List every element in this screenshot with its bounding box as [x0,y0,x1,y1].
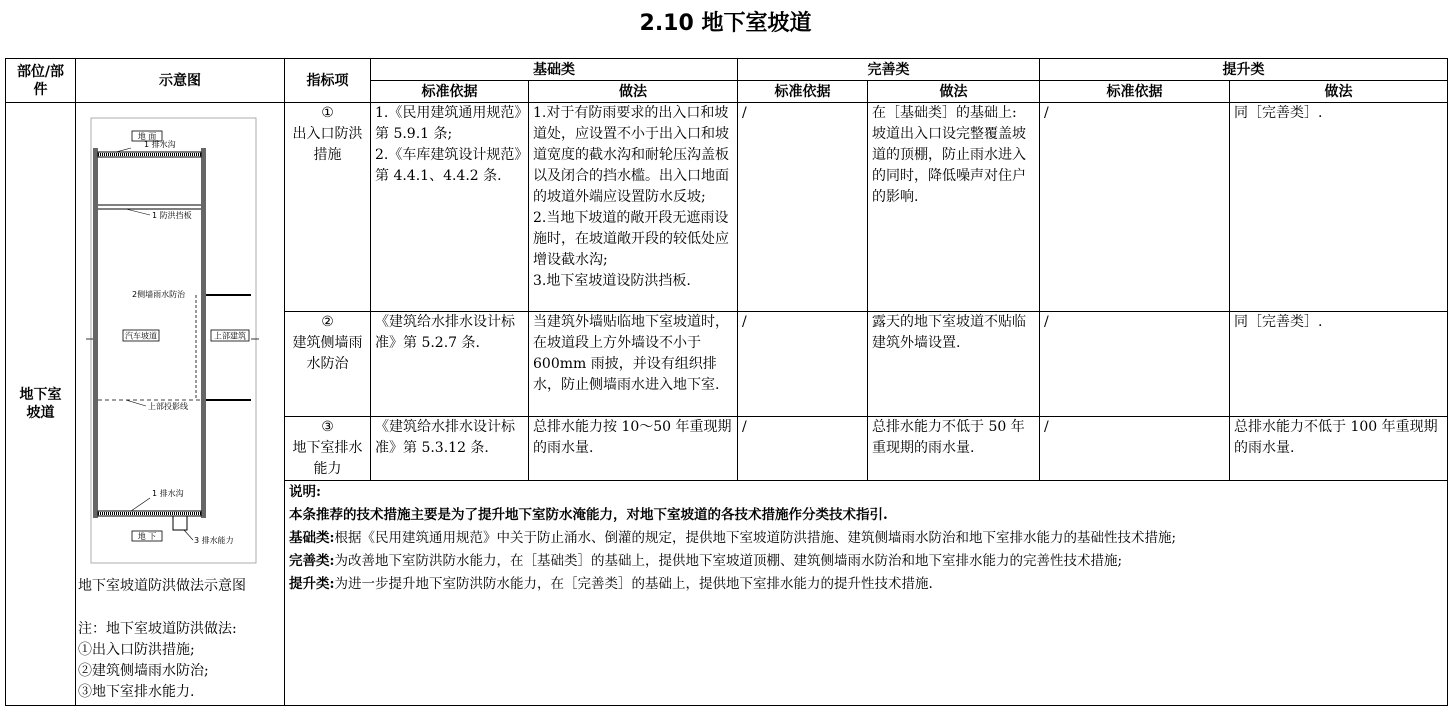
indicator-name: 出入口防洪措施 [292,126,363,163]
basic-method-cell: 1.对于有防雨要求的出入口和坡道处，应设置不小于出入口和坡道宽度的截水沟和耐轮压沟盖板以及闭合的挡水槛。出入口地面的坡道外端应设置防水反坡; 2.当地下坡道的敞开段无遮雨设施时，在坡道敞开段的较低处应增设截水沟; 3.地下室坡道设防洪挡板. [529,103,738,312]
basic-std-cell: 《建筑给水排水设计标准》第 5.2.7 条. [371,312,529,417]
header-improve-std: 标准依据 [738,81,868,103]
notes-basic-label: 基础类: [289,529,335,546]
improve-method-cell: 总排水能力不低于 50 年重现期的雨水量. [868,416,1040,480]
header-basic-method: 做法 [529,81,738,103]
header-upgrade-method: 做法 [1230,81,1448,103]
indicator-drainage [285,416,371,480]
header-basic: 基础类 [371,59,738,81]
projection-label: 上部投影线 [148,402,188,411]
improve-method-cell: 露天的地下室坡道不贴临建筑外墙设置. [868,312,1040,417]
top-drain-label: 1 排水沟 [144,140,176,149]
notes-basic [289,527,1443,550]
upgrade-std-cell: / [1040,103,1230,312]
upgrade-method-cell: 同［完善类］. [1230,312,1448,417]
basic-method-cell: 当建筑外墙贴临地下室坡道时，在坡道段上方外墙设不小于 600mm 雨披，并设有组织排水，防止侧墙雨水进入地下室. [529,312,738,417]
upgrade-method-cell: 总排水能力不低于 100 年重现期的雨水量. [1230,416,1448,480]
diagram-note-item: ③地下室排水能力. [78,684,195,700]
improve-method-cell: 在［基础类］的基础上: 坡道出入口设完整覆盖坡道的顶棚，防止雨水进入的同时，降低噪声对住户的影响. [868,103,1040,312]
indicator-name: 建筑侧墙雨水防治 [292,335,363,373]
diagram-note-item: ①出入口防洪措施; [78,642,195,658]
flood-board-label: 1 防洪挡板 [152,211,192,220]
notes-cell [285,480,1448,705]
indicator-entrance [285,103,371,312]
notes-basic-text: 根据《民用建筑通用规范》中关于防止涌水、倒灌的规定，提供地下室坡道防洪措施、建筑侧墙雨水防治和地下室排水能力的基础性技术措施; [334,529,1177,546]
drainage-label: 3 排水能力 [194,536,234,545]
notes-upgrade-text: 为进一步提升地下室防洪防水能力，在［完善类］的基础上，提供地下室排水能力的提升性技术措施. [334,575,933,592]
notes-upgrade-label: 提升类: [289,575,335,592]
header-upgrade: 提升类 [1040,59,1448,81]
upgrade-std-cell: / [1040,312,1230,417]
ramp-right-wall [201,148,206,518]
notes-improve-label: 完善类: [289,552,335,569]
measures-table [5,58,1448,706]
ramp-diagram [76,103,283,573]
top-drain-channel [98,152,201,157]
diagram-note-item: ②建筑侧墙雨水防治; [78,663,209,679]
header-improve: 完善类 [738,59,1040,81]
indicator-index: ① [321,105,334,121]
header-improve-method: 做法 [868,81,1040,103]
header-part: 部位/部件 [6,59,76,103]
side-wall-label: 2侧墙雨水防治 [132,290,186,299]
indicator-side-wall [285,312,371,417]
upper-building-label: 上部建筑 [214,331,246,341]
improve-std-cell: / [738,312,868,417]
ground-label: 地 面 [137,132,157,141]
header-indicator: 指标项 [285,59,371,103]
car-ramp-label: 汽车坡道 [125,331,157,341]
notes-lead: 本条推荐的技术措施主要是为了提升地下室防水淹能力，对地下室坡道的各技术措施作分类技术指引. [289,506,888,523]
header-basic-std: 标准依据 [371,81,529,103]
indicator-index: ② [321,314,334,331]
basic-std-cell: 《建筑给水排水设计标准》第 5.3.12 条. [371,416,529,480]
diagram-note-title: 注：地下室坡道防洪做法: [78,621,237,637]
basic-method-cell: 总排水能力按 10～50 年重现期的雨水量. [529,416,738,480]
ramp-left-wall [93,148,98,518]
drainage-pit [173,516,187,530]
page-title: 2.10 地下室坡道 [639,11,812,36]
diagram-cell [76,103,285,706]
improve-std-cell: / [738,103,868,312]
header-upgrade-std: 标准依据 [1040,81,1230,103]
improve-std-cell: / [738,416,868,480]
basic-std-cell: 1.《民用建筑通用规范》第 5.9.1 条; 2.《车库建筑设计规范》第 4.4.1、4.4.2 条. [371,103,529,312]
indicator-name: 地下室排水能力 [292,439,363,477]
notes-heading: 说明: [289,483,321,500]
header-diagram: 示意图 [76,59,285,103]
indicator-index: ③ [321,418,334,435]
bottom-drain-label: 1 排水沟 [152,489,184,498]
notes-improve-text: 为改善地下室防洪防水能力，在［基础类］的基础上，提供地下室坡道顶棚、建筑侧墙雨水防治和地下室排水能力的完善性技术措施; [334,552,1123,569]
notes-improve [289,550,1443,573]
bottom-drain-channel [98,511,201,516]
diagram-note [78,619,278,703]
diagram-caption: 地下室坡道防洪做法示意图 [78,578,246,594]
part-name: 地下室坡道 [6,103,76,706]
notes-upgrade [289,573,1443,596]
upgrade-std-cell: / [1040,416,1230,480]
basement-label: 地 下 [137,532,157,541]
upgrade-method-cell: 同［完善类］. [1230,103,1448,312]
